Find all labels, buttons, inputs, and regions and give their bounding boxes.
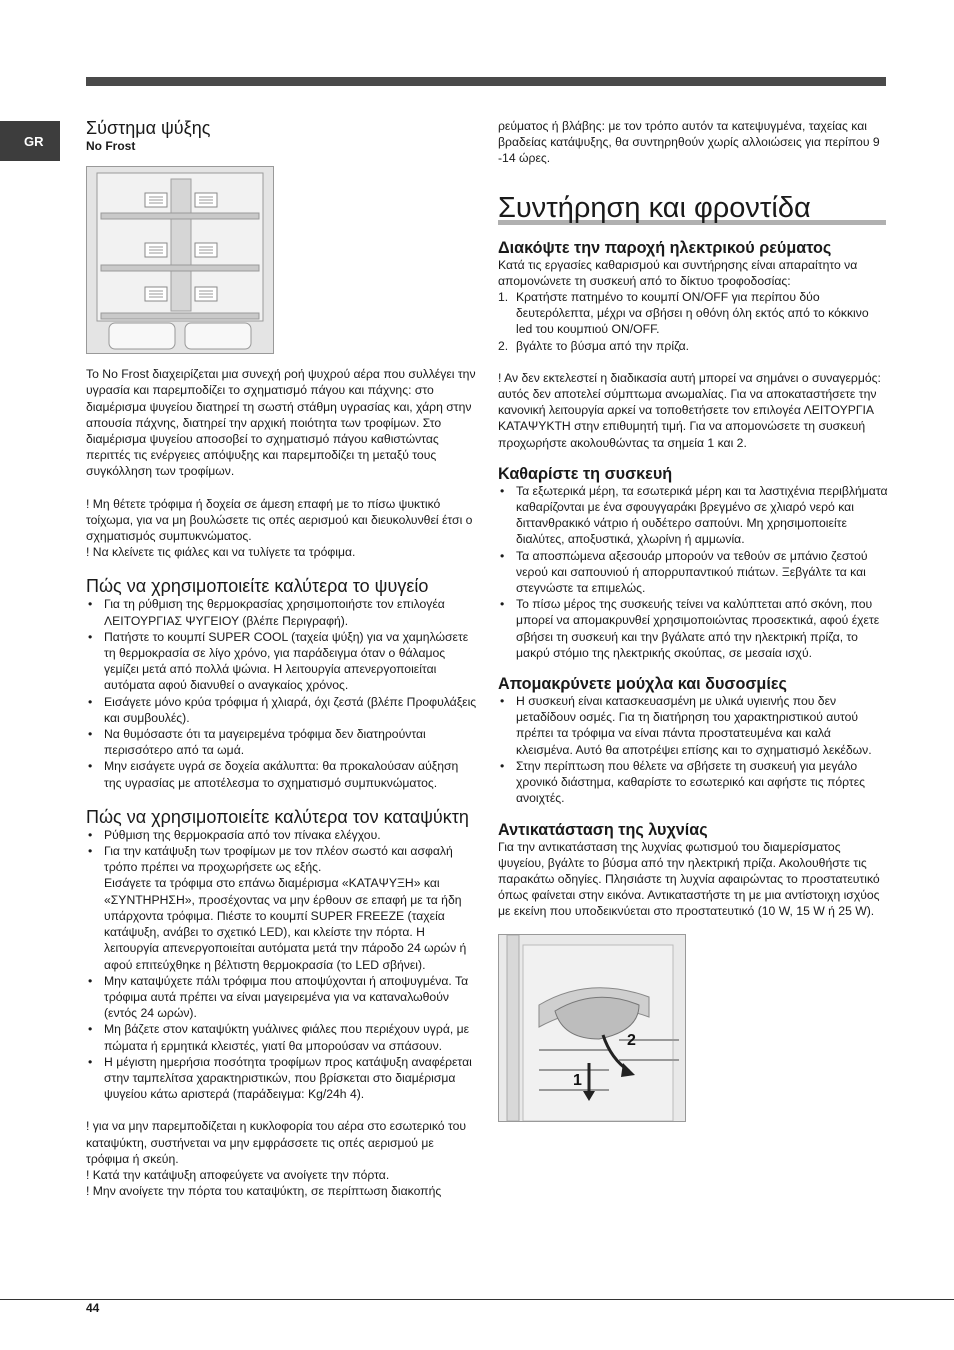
list-item: • Για τη ρύθμιση της θερμοκρασίας χρησιμοποιήστε τον επιλογέα ΛΕΙΤΟΥΡΓΙΑΣ ΨΥΓΕΙΟΥ (βλέπε Περιγραφή).: [86, 596, 478, 628]
power-title: Διακόψτε την παροχή ηλεκτρικού ρεύματος: [498, 238, 832, 257]
warning-1: ! Μη θέτετε τρόφιμα ή δοχεία σε άμεση επαφή με το πίσω ψυκτικό τοίχωμα, για να μη βουλώσετε τις οπές αερισμού και διευκολυνθεί έτσι ο σχηματισμός συμπυκνώματος.: [86, 496, 473, 544]
fridge-usage-list: [86, 596, 478, 790]
freezer-item-text: Για την κατάψυξη των τροφίμων με τον πλέον σωστό και ασφαλή τρόπο πρέπει να προχωρήσετε ως εξής.: [104, 844, 453, 875]
clean-list: [498, 483, 888, 661]
lamp-title: Αντικατάσταση της λυχνίας: [498, 820, 708, 839]
fridge-shelves-illustration: [87, 167, 273, 353]
fridge-usage-title: Πώς να χρησιμοποιείτε καλύτερα το ψυγείο: [86, 576, 429, 597]
nofrost-text: Το No Frost διαχειρίζεται μια συνεχή ροή ψυχρού αέρα που συλλέγει την υγρασία και παρεμποδίζει το σχηματισμό πάγου και πάχνης: στο διαμέρισμα ψυγείου διατηρεί τη σωστή στάθμη υγρασίας και, χάρη στην απουσία πάχνης, διατηρεί την αρχική ποιότητα των τροφίμων. Στο διαμέρισμα ψυγείου αποσοβεί το σχηματισμό πάγου καθιστώντας περιττές τις ενέργειες απόψυξης και παρεμποδίζει τη μεταξύ τους συγκόλληση των τροφίμων.: [86, 367, 476, 479]
list-item: • Στην περίπτωση που θέλετε να σβήσετε τη συσκευή για μεγάλο χρονικό διάστημα, καθαρίστε το εσωτερικό και αφήστε τις πόρτες ανοιχτές.: [498, 758, 888, 807]
nofrost-figure: [86, 166, 274, 354]
lamp-replacement-illustration: [499, 935, 685, 1121]
page-number: 44: [86, 1301, 100, 1315]
warning-2: ! Να κλείνετε τις φιάλες και να τυλίγετε τα τρόφιμα.: [86, 545, 356, 560]
power-warning: ! Αν δεν εκτελεστεί η διαδικασία αυτή μπορεί να σημάνει ο συναγερμός: αυτός δεν αποτελεί σύμπτωμα ανωμαλίας. Για να αποκαταστήσετε την κανονική λειτουργία αρκεί να τοποθετήσετε τον επιλογέα ΛΕΙΤΟΥΡΓΙΑ ΚΑΤΑΨΥΚΤΗ στην επιθυμητή τιμή. Για να απομονώσετε τη συσκευή προχωρήστε ακολουθώντας τα σημεία 1 και 2.: [498, 370, 881, 450]
lamp-step-2-label: 2: [627, 1031, 636, 1049]
warning-3: ! για να μην παρεμποδίζεται η κυκλοφορία του αέρα στο εσωτερικό του καταψύκτη, συστήνεται να μην εμφράσσετε τις οπές αερισμού με τρόφιμα ή σκεύη.: [86, 1119, 467, 1166]
right-column: [498, 118, 888, 1122]
step-text: βγάλτε το βύσμα από την πρίζα.: [516, 338, 690, 353]
continuation-text: ρεύματος ή βλάβης: με τον τρόπο αυτόν τα κατεψυγμένα, ταχείας και βραδείας κατάψυξης, θα συντηρηθούν χωρίς αλλοιώσεις για περίπου 9 -14 ώρες.: [498, 119, 880, 166]
list-item: • Η μέγιστη ημερήσια ποσότητα τροφίμων προς κατάψυξη αναφέρεται στην ταμπελίτσα χαρακτηριστικών, που βρίσκεται στο διαμέρισμα ψυγείου κάτω αριστερά (παράδειγμα: Kg/24h 4).: [86, 1054, 478, 1103]
freezer-usage-list: [86, 827, 478, 1102]
list-item: • Η συσκευή είναι κατασκευασμένη με υλικά υγιεινής που δεν μεταδίδουν οσμές. Για τη διατήρηση του χαρακτηριστικού αυτού πρέπει τα τρόφιμα να είναι πάντα προστατευμένα και καλά κλεισμένα. Αυτό θα αποτρέψει επίσης και το σχηματισμό λεκέδων.: [498, 693, 888, 758]
power-intro: Κατά τις εργασίες καθαρισμού και συντήρησης είναι απαραίτητο να απομονώνετε τη συσκευή από το δίκτυο τροφοδοσίας:: [498, 257, 858, 288]
warning-5: ! Μην ανοίγετε την πόρτα του καταψύκτη, σε περίπτωση διακοπής: [86, 1184, 442, 1199]
step-text: Κρατήστε πατημένο το κουμπί ON/OFF για περίπου δύο δευτερόλεπτα, μέχρι να σβήσει η οθόνη όλη εκτός από το κόκκινο led του κουμπιού ON/OFF.: [516, 290, 869, 337]
step-number: 2.: [498, 338, 509, 353]
cooling-subtitle: No Frost: [86, 139, 136, 153]
mould-list: [498, 693, 888, 806]
clean-title: Καθαρίστε τη συσκευή: [498, 464, 673, 483]
freezer-usage-title: Πώς να χρησιμοποιείτε καλύτερα τον καταψύκτη: [86, 806, 469, 827]
cooling-title: Σύστημα ψύξης: [86, 118, 211, 138]
list-item: [498, 289, 888, 338]
list-item: • Πατήστε το κουμπί SUPER COOL (ταχεία ψύξη) για να χαμηλώσετε τη θερμοκρασία σε λίγο χρόνο, για παράδειγμα όταν ο θάλαμος γεμίζει μετά από πολλά ψώνια. Η λειτουργία απενεργοποιείται αυτόματα αφού διανυθεί ο αναγκαίος χρόνος.: [86, 629, 478, 694]
lamp-figure: [498, 934, 686, 1122]
left-column: [86, 118, 478, 1199]
footer-rule: [0, 1299, 954, 1300]
list-item: • Ρύθμιση της θερμοκρασία από τον πίνακα ελέγχου.: [86, 827, 478, 843]
top-bar: [86, 77, 886, 86]
warning-4: ! Κατά την κατάψυξη αποφεύγετε να ανοίγετε την πόρτα.: [86, 1167, 390, 1182]
freezer-item-detail: Εισάγετε τα τρόφιμα στο επάνω διαμέρισμα «ΚΑΤΑΨΥΞΗ» και «ΣΥΝΤΗΡΗΣΗ», προσέχοντας να μην έρθουν σε επαφή με τα ήδη υπάρχοντα τρόφιμα. Πιέστε το κουμπί SUPER FREEZE (ταχεία κατάψυξη, ανάβει το σχετικό LED), και κλείστε την πόρτα. Η λειτουργία απενεργοποιείται αυτόματα μετά την πάροδο 24 ωρών ή αφού επιτεύχθηκε η βέλτιστη θερμοκρασία (το LED σβήνει).: [104, 876, 467, 972]
list-item: • Μην εισάγετε υγρά σε δοχεία ακάλυπτα: θα προκαλούσαν αύξηση της υγρασίας με αποτέλεσμα το σχηματισμό συμπυκνώματος.: [86, 758, 478, 790]
list-item: [498, 338, 888, 354]
list-item: • Τα αποσπώμενα αξεσουάρ μπορούν να τεθούν σε μπάνιο ζεστού νερού και σαπουνιού ή απορρυπαντικού πιάτων. Ξεβγάλτε τα και στεγνώστε τα επιμελώς.: [498, 548, 888, 597]
power-steps: [498, 289, 888, 354]
lamp-step-1-label: 1: [573, 1071, 582, 1089]
mould-title: Απομακρύνετε μούχλα και δυσοσμίες: [498, 675, 787, 694]
main-title: Συντήρηση και φροντίδα: [498, 191, 811, 224]
language-tab: GR: [0, 121, 60, 161]
list-item: • Εισάγετε μόνο κρύα τρόφιμα ή χλιαρά, όχι ζεστά (βλέπε Προφυλάξεις και συμβουλές).: [86, 694, 478, 726]
lamp-text: Για την αντικατάσταση της λυχνίας φωτισμού του διαμερίσματος ψυγείου, βγάλτε το βύσμα από την ηλεκτρική πρίζα. Ακολουθήστε τις παρακάτω οδηγίες. Πλησιάστε τη λυχνία αφαιρώντας το προστατευτικό όπως φαίνεται στην εικόνα. Αντικαταστήστε τη με μια αντίστοιχη ισχύος με εκείνη που υποδεικνύεται στο προστατευτικό (10 W, 15 W ή 25 W).: [498, 839, 880, 919]
list-item: • Μη βάζετε στον καταψύκτη γυάλινες φιάλες που περιέχουν υγρά, με πώματα ή ερμητικά κλειστές, γιατί θα μπορούσαν να σπάσουν.: [86, 1021, 478, 1053]
list-item: • Το πίσω μέρος της συσκευής τείνει να καλύπτεται από σκόνη, που μπορεί να απομακρυνθεί χρησιμοποιώντας προσεκτικά, αφού έχετε σβήσει τη συσκευή και την βγάλατε από την ηλεκτρική πρίζα, το μακρύ στόμιο της ηλεκτρικής σκούπας, σε μεσαία ισχύ.: [498, 596, 888, 661]
list-item: • Να θυμόσαστε ότι τα μαγειρεμένα τρόφιμα δεν διατηρούνται περισσότερο από τα ωμά.: [86, 726, 478, 758]
list-item: • Μην καταψύχετε πάλι τρόφιμα που αποψύχονται ή αποψυγμένα. Τα τρόφιμα αυτά πρέπει να είναι μαγειρεμένα για να καταναλωθούν (εντός 24 ωρών).: [86, 973, 478, 1022]
list-item: [86, 843, 478, 973]
step-number: 1.: [498, 290, 509, 305]
list-item: • Τα εξωτερικά μέρη, τα εσωτερικά μέρη και τα λαστιχένια περιβλήματα καθαρίζονται με ένα σφουγγαράκι βρεγμένο σε χλιαρό νερό και διττανθρακικό νάτριο ή ουδέτερο σαπούνι. Μη χρησιμοποιείτε διαλύτες, αποξυστικά, χλωρίνη ή αμμωνία.: [498, 483, 888, 548]
